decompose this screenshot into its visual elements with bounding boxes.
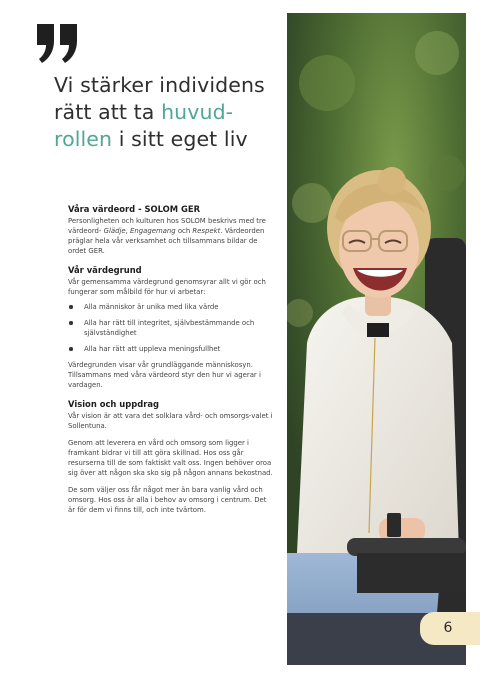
headline-line-2: rätt att ta huvud- bbox=[54, 100, 234, 124]
list-item: Alla människor är unika med lika värde bbox=[68, 302, 274, 312]
foundation-outro: Värdegrunden visar vår grundläggande människosyn. Tillsammans med våra värdeord styr den hur vi agerar i vardagen. bbox=[68, 361, 261, 389]
photo-illustration bbox=[287, 13, 466, 665]
photo-smiling-woman bbox=[287, 13, 466, 665]
headline bbox=[54, 72, 282, 153]
headline-line-1: Vi stärker individens bbox=[54, 73, 265, 97]
page-number: 6 bbox=[443, 620, 453, 636]
page-number-tab bbox=[420, 612, 480, 645]
headline-line-3: rollen i sitt eget liv bbox=[54, 127, 248, 151]
body-text bbox=[68, 204, 274, 515]
vision-paragraph-3: De som väljer oss får något mer än bara vanlig vård och omsorg. Hos oss är alla i behov av omsorg i centrum. Det är för dem vi finns till, och inte tvärtom. bbox=[68, 486, 267, 514]
section-heading-foundation: Vår värdegrund bbox=[68, 265, 142, 275]
quote-mark-icon bbox=[34, 22, 80, 66]
section-heading-values: Våra värdeord - SOLOM GER bbox=[68, 204, 201, 214]
bullet-icon bbox=[69, 321, 73, 325]
foundation-list bbox=[68, 302, 274, 354]
bullet-icon bbox=[69, 347, 73, 351]
section-heading-vision: Vision och uppdrag bbox=[68, 399, 160, 409]
vision-paragraph-1: Vår vision är att vara det solklara vård- och omsorgs-valet i Sollentuna. bbox=[68, 412, 273, 430]
vision-paragraph-2: Genom att leverera en vård och omsorg som ligger i framkant bidrar vi till att göra skillnad. Hos oss går resurserna till de som faktiskt valt oss. Ingen behöver oroa sig över att någon ska sko sig på någon annans bekostnad. bbox=[68, 439, 273, 477]
list-item: Alla har rätt till integritet, självbestämmande och självständighet bbox=[68, 318, 274, 338]
values-paragraph: Personligheten och kulturen hos SOLOM beskrivs med tre värdeord- Glädje, Engagemang och Respekt. Värdeorden präglar hela vår verksamhet och tillsammans bildar de ordet GER. bbox=[68, 217, 266, 255]
bullet-icon bbox=[69, 305, 73, 309]
foundation-intro: Vår gemensamma värdegrund genomsyrar allt vi gör och fungerar som målbild för hur vi arbetar: bbox=[68, 278, 266, 296]
list-item: Alla har rätt att uppleva meningsfullhet bbox=[68, 344, 274, 354]
headline-accent-2: rollen bbox=[54, 127, 113, 151]
headline-accent-1: huvud- bbox=[161, 100, 234, 124]
